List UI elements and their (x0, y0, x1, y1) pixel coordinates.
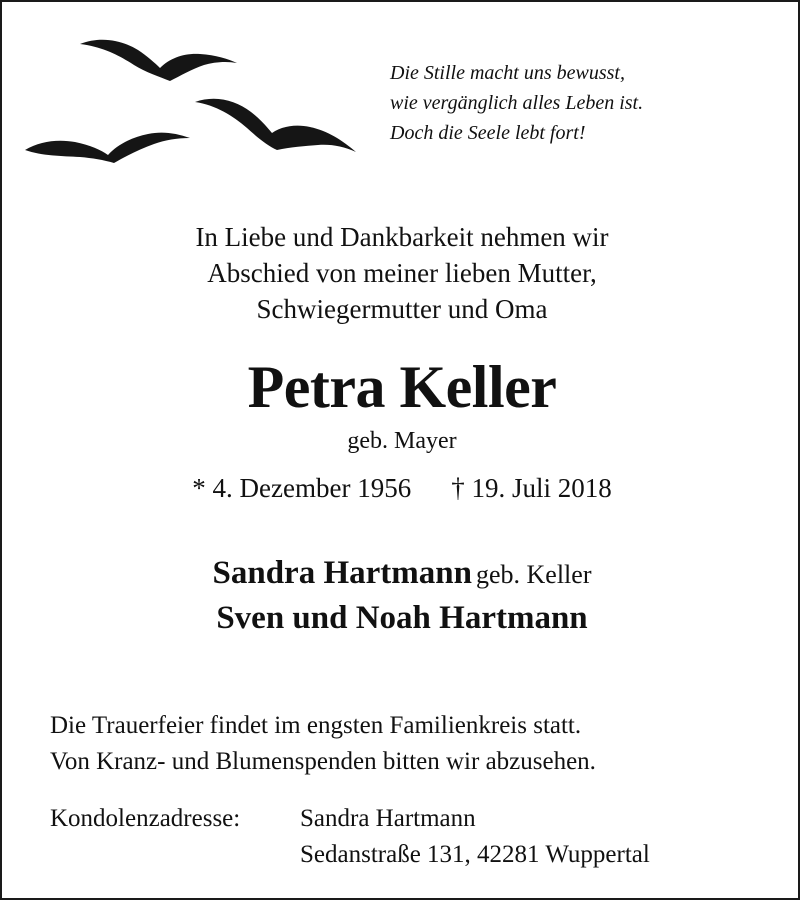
deceased-name: Petra Keller (247, 354, 557, 420)
death-date: † 19. Juli 2018 (451, 473, 612, 503)
bird-icon (80, 40, 237, 81)
condolence-address-lines (300, 801, 650, 873)
flying-birds-icon (20, 32, 365, 172)
intro-line: Schwiegermutter und Oma (256, 294, 548, 324)
poem-line: Die Stille macht uns bewusst, (390, 62, 625, 84)
funeral-notes (50, 708, 770, 780)
mourner-secondary: Sven und Noah Hartmann (216, 600, 588, 636)
notes-line: Von Kranz- und Blumenspenden bitten wir abzusehen. (50, 748, 596, 775)
intro-line: Abschied von meiner lieben Mutter, (207, 258, 597, 288)
mourner-primary-note: geb. Keller (475, 560, 592, 589)
bird-icon (25, 133, 190, 163)
life-dates (2, 470, 800, 506)
mourner-primary (2, 553, 800, 599)
condolence-address-label: Kondolenzadresse: (50, 805, 241, 832)
intro-line: In Liebe und Dankbarkeit nehmen wir (195, 222, 609, 252)
mourner-primary-name: Sandra Hartmann (212, 555, 472, 591)
notes-line: Die Trauerfeier findet im engsten Familienkreis statt. (50, 712, 582, 739)
maiden-name: geb. Mayer (347, 428, 457, 454)
birth-date: * 4. Dezember 1956 (192, 473, 412, 503)
address-line: Sandra Hartmann (300, 805, 476, 832)
poem-line: Doch die Seele lebt fort! (390, 122, 586, 144)
intro-text (2, 219, 800, 327)
address-line: Sedanstraße 131, 42281 Wuppertal (300, 841, 650, 868)
poem (390, 58, 750, 148)
bird-icon (195, 99, 356, 152)
poem-line: wie vergänglich alles Leben ist. (390, 92, 644, 114)
